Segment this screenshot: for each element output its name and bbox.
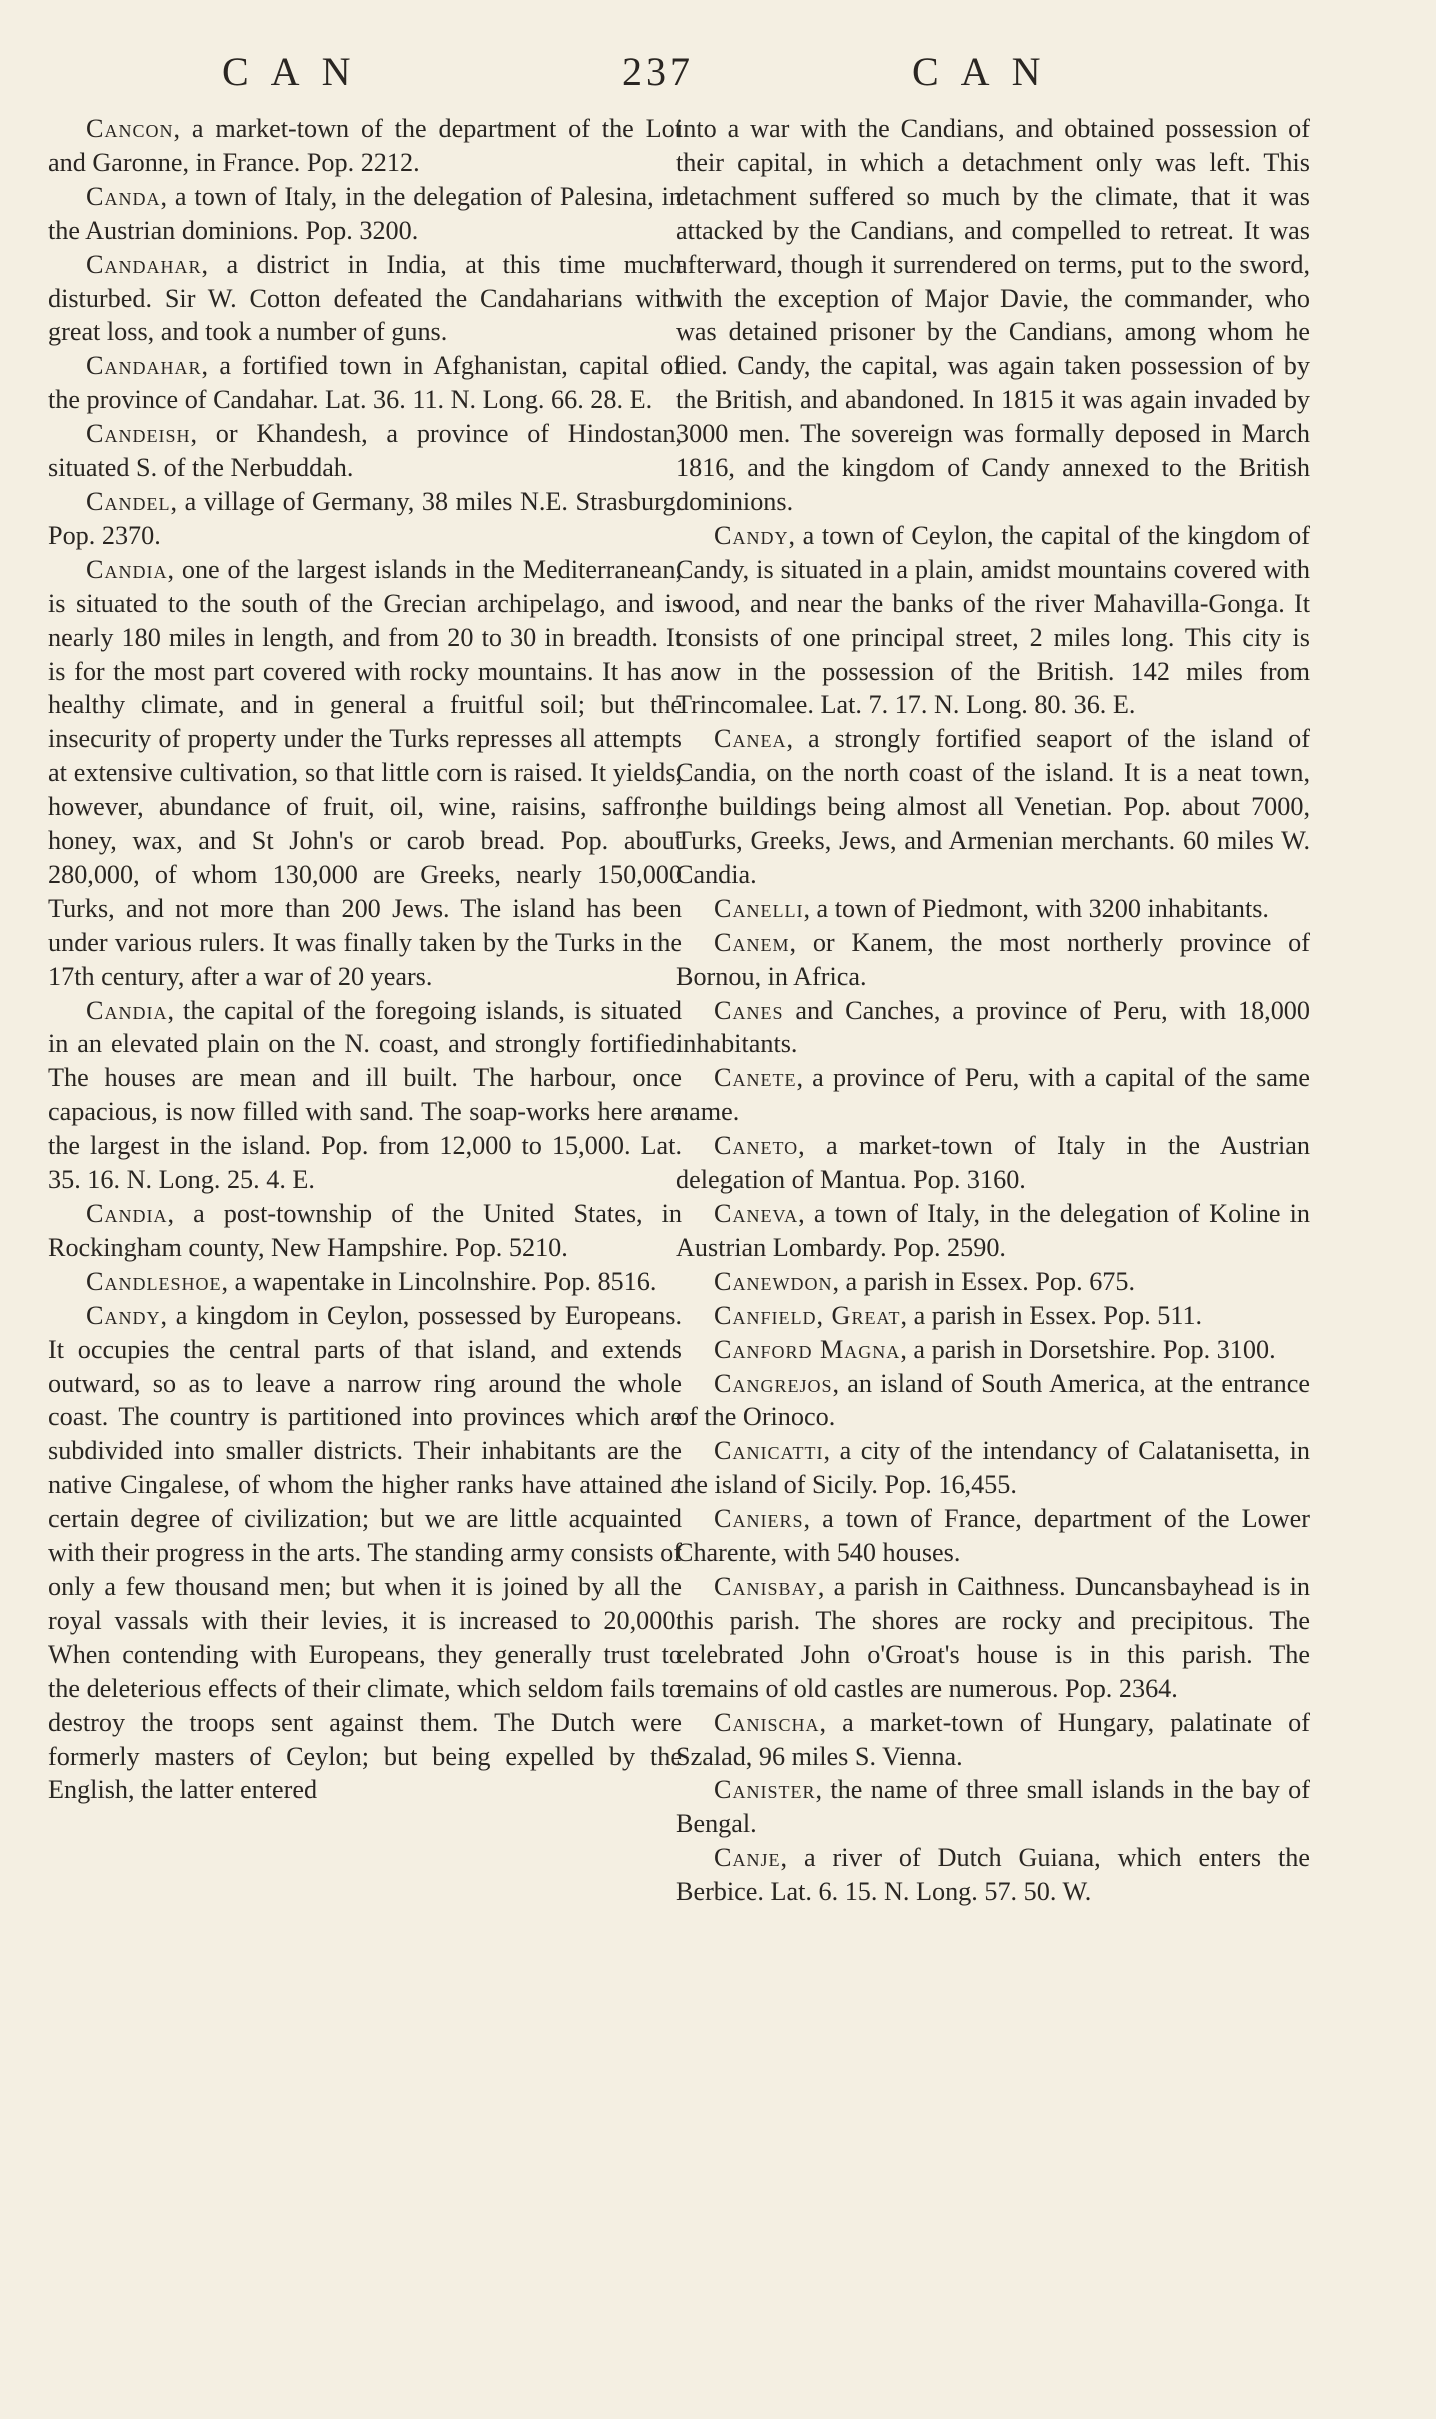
gazetteer-entry [48, 1299, 682, 1808]
entry-text: , the capital of the foregoing islands, is situated in an elevated plain on the N. coast, and strongly fortified. The houses are mean and ill built. The harbour, once capacious, is now filled with sand. The soap-works here are the largest in the island. Pop. from 12,000 to 15,000. Lat. 35. 16. N. Long. 25. 4. E. [48, 995, 682, 1195]
gazetteer-entry [48, 553, 682, 994]
gazetteer-entry [48, 417, 682, 485]
gazetteer-entry [676, 1129, 1310, 1197]
entry-headword: Cancon [86, 114, 174, 143]
entry-text: , a parish in Essex. Pop. 511. [900, 1300, 1203, 1330]
header-left: CAN [222, 49, 373, 94]
entry-text: , a village of Germany, 38 miles N.E. Strasburg. Pop. 2370. [48, 486, 682, 550]
entry-headword: Caniers [714, 1504, 804, 1534]
entry-text: , a fortified town in Afghanistan, capital of the province of Candahar. Lat. 36. 11. N. Long. 66. 28. E. [48, 351, 682, 415]
entry-headword: Canete [714, 1063, 797, 1093]
entry-headword: Candeish [86, 419, 191, 449]
entry-headword: Canisbay [714, 1571, 818, 1601]
gazetteer-entry [676, 1841, 1310, 1909]
entry-text: into a war with the Candians, and obtained possession of their capital, in which a detachment only was left. This detachment suffered so much by the climate, that it was attacked by the Candians, and compelled to retreat. It was afterward, though it surrendered on terms, put to the sword, with the exception of Major Davie, the commander, who was detained prisoner by the Candians, among whom he died. Candy, the capital, was again taken possession of by the British, and abandoned. In 1815 it was again invaded by 3000 men. The sovereign was formally deposed in March 1816, and the kingdom of Candy annexed to the British dominions. [676, 114, 1310, 516]
gazetteer-entry [676, 1367, 1310, 1435]
entry-headword: Canea [714, 724, 787, 754]
entry-text: , a town of France, department of the Lower Charente, with 540 houses. [676, 1504, 1310, 1568]
header-right: CAN [912, 49, 1063, 94]
entry-headword: Caneva [714, 1199, 799, 1228]
entry-headword: Cangrejos [714, 1368, 833, 1398]
entry-headword: Canicatti [714, 1436, 824, 1466]
entry-text: , a parish in Essex. Pop. 675. [832, 1266, 1136, 1296]
entry-headword: Canewdon [714, 1266, 833, 1296]
gazetteer-entry [48, 1197, 682, 1265]
entry-headword: Canem [714, 927, 790, 957]
gazetteer-entry [676, 722, 1310, 892]
entry-headword: Canischa [714, 1707, 820, 1737]
entry-text: , a town of Ceylon, the capital of the kingdom of Candy, is situated in a plain, amidst mountains covered with wood, and near the banks of the river Mahavilla-Gonga. It consists of one principal street, 2 miles long. This city is now in the possession of the British. 142 miles from Trincomalee. Lat. 7. 17. N. Long. 80. 36. E. [676, 520, 1310, 720]
gazetteer-entry [676, 926, 1310, 994]
gazetteer-entry [676, 892, 1310, 926]
entry-text: , one of the largest islands in the Mediterranean, is situated to the south of the Grecian archipelago, and is nearly 180 miles in length, and from 20 to 30 in breadth. It is for the most part covered with rocky mountains. It has a healthy climate, and in general a fruitful soil; but the insecurity of property under the Turks represses all attempts at extensive cultivation, so that little corn is raised. It yields, however, abundance of fruit, oil, wine, raisins, saffron, honey, wax, and St John's or carob bread. Pop. about 280,000, of whom 130,000 are Greeks, nearly 150,000 Turks, and not more than 200 Jews. The island has been under various rulers. It was finally taken by the Turks in the 17th century, after a war of 20 years. [48, 554, 682, 991]
gazetteer-entry [676, 1773, 1310, 1841]
gazetteer-entry [676, 519, 1310, 722]
entry-headword: Candel [86, 486, 171, 516]
gazetteer-entry [48, 1265, 682, 1299]
entry-headword: Canelli [714, 893, 804, 923]
running-header [0, 48, 1436, 108]
gazetteer-entry [676, 1299, 1310, 1333]
entry-text: , a province of Peru, with a capital of the same name. [676, 1063, 1310, 1127]
gazetteer-entry [48, 180, 682, 248]
entry-text: , an island of South America, at the entrance of the Orinoco. [676, 1368, 1310, 1432]
entry-headword: Canes [714, 995, 784, 1025]
entry-headword: Candia [86, 995, 168, 1025]
gazetteer-entry [676, 1502, 1310, 1570]
entry-text: , a city of the intendancy of Calatanisetta, in the island of Sicily. Pop. 16,455. [676, 1436, 1310, 1500]
gazetteer-entry [676, 1706, 1310, 1774]
entry-text: , or Khandesh, a province of Hindostan, situated S. of the Nerbuddah. [48, 419, 682, 483]
entry-headword: Canford Magna [714, 1334, 901, 1364]
entry-text: , a strongly fortified seaport of the island of Candia, on the north coast of the island. It is a neat town, the buildings being almost all Venetian. Pop. about 7000, Turks, Greeks, Jews, and Armenian merchants. 60 miles W. Candia. [676, 724, 1310, 889]
entry-text: , a district in India, at this time much disturbed. Sir W. Cotton defeated the Candaharians with great loss, and took a number of guns. [48, 249, 682, 347]
entry-text: , a market-town of Italy in the Austrian delegation of Mantua. Pop. 3160. [676, 1131, 1310, 1195]
entry-headword: Canfield, Great [714, 1300, 901, 1330]
gazetteer-entry [676, 994, 1310, 1062]
entry-text: , a town of Italy, in the delegation of Koline in Austrian Lombardy. Pop. 2590. [676, 1199, 1310, 1262]
entry-text: , a kingdom in Ceylon, possessed by Europeans. It occupies the central parts of that island, and extends outward, so as to leave a narrow ring around the whole coast. The country is partitioned into provinces which are subdivided into smaller districts. Their inhabitants are the native Cingalese, of whom the higher ranks have attained a certain degree of civilization; but we are little acquainted with their progress in the arts. The standing army consists of only a few thousand men; but when it is joined by all the royal vassals with their levies, it is increased to 20,000. When contending with Europeans, they generally trust to the deleterious effects of their climate, which seldom fails to destroy the troops sent against them. The Dutch were formerly masters of Ceylon; but being expelled by the English, the latter entered [48, 1300, 682, 1805]
entry-text: , a town of Italy, in the delegation of Palesina, in the Austrian dominions. Pop. 3200. [48, 181, 682, 245]
gazetteer-entry [48, 994, 682, 1197]
entry-text: , a parish in Caithness. Duncansbayhead is in this parish. The shores are rocky and precipitous. The celebrated John o'Groat's house is in this parish. The remains of old castles are numerous. Pop. 2364. [676, 1571, 1310, 1703]
entry-text: , a market-town of Hungary, palatinate of Szalad, 96 miles S. Vienna. [676, 1707, 1310, 1771]
gazetteer-entry [48, 248, 682, 350]
gazetteer-entry [676, 1434, 1310, 1502]
entry-text: and Canches, a province of Peru, with 18,000 inhabitants. [676, 995, 1310, 1059]
entry-text: , or Kanem, the most northerly province of Bornou, in Africa. [676, 927, 1310, 991]
entry-headword: Candy [86, 1300, 161, 1330]
gazetteer-entry [48, 112, 682, 180]
entry-headword: Canister [714, 1775, 816, 1805]
entry-text: , a post-township of the United States, in Rockingham county, New Hampshire. Pop. 5210. [48, 1199, 682, 1262]
entry-text: , a parish in Dorsetshire. Pop. 3100. [900, 1334, 1276, 1364]
entry-headword: Candahar [86, 249, 202, 279]
gazetteer-entry [48, 485, 682, 553]
gazetteer-entry [48, 349, 682, 417]
entry-headword: Canje [714, 1843, 781, 1873]
entry-headword: Candia [86, 554, 168, 584]
gazetteer-entry [676, 1570, 1310, 1706]
entry-headword: Caneto [714, 1131, 799, 1161]
right-column [676, 112, 1310, 1909]
entry-headword: Candahar [86, 351, 202, 381]
entry-text: , a wapentake in Lincolnshire. Pop. 8516. [221, 1266, 657, 1296]
gazetteer-entry [676, 112, 1310, 519]
entry-text: , a town of Piedmont, with 3200 inhabitants. [803, 893, 1269, 923]
gazetteer-entry [676, 1061, 1310, 1129]
entry-headword: Candleshoe [86, 1266, 222, 1296]
entry-headword: Canda [86, 181, 161, 211]
gazetteer-entry [676, 1333, 1310, 1367]
gazetteer-entry [676, 1265, 1310, 1299]
page-number: 237 [622, 49, 694, 94]
entry-text: , the name of three small islands in the bay of Bengal. [676, 1775, 1310, 1839]
entry-text: , a market-town of the department of the Lot and Garonne, in France. Pop. 2212. [48, 114, 682, 177]
entry-text: , a river of Dutch Guiana, which enters the Berbice. Lat. 6. 15. N. Long. 57. 50. W. [676, 1843, 1310, 1907]
entry-headword: Candy [714, 520, 789, 550]
entry-headword: Candia [86, 1199, 168, 1228]
gazetteer-entry [676, 1197, 1310, 1265]
left-column [48, 112, 682, 1807]
